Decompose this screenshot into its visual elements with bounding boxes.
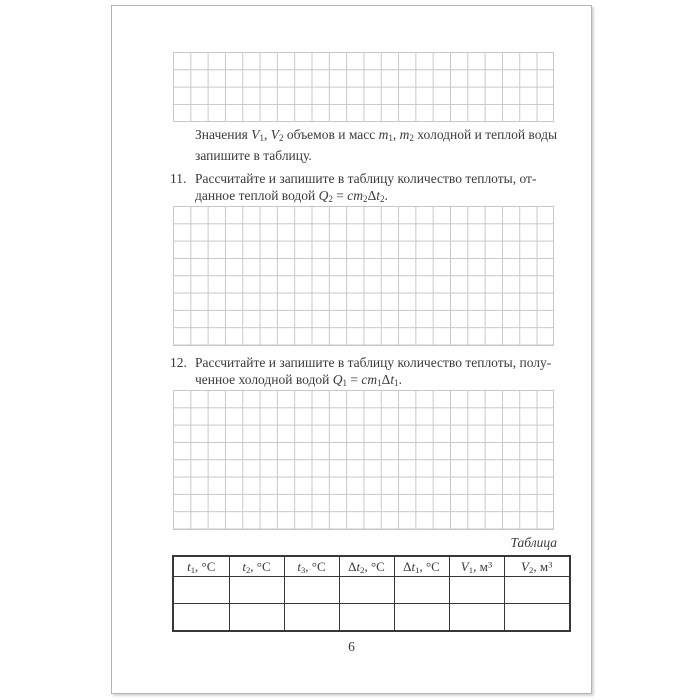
table-empty-cell [173, 577, 229, 604]
task-11-line-2: данное теплой водой Q2 = cm2Δt2. [195, 188, 388, 204]
table-header-row [173, 556, 570, 577]
task-11-text: Рассчитайте и запишите в таблицу количество теплоты, от- [195, 171, 537, 186]
task-item-12 [170, 354, 551, 392]
table-header-dt2: Δt2, °C [339, 556, 394, 577]
table-empty-cell [504, 577, 570, 604]
graph-grid-area-2 [173, 206, 554, 346]
workbook-page [111, 5, 592, 694]
table-empty-cell [284, 604, 339, 632]
table-header-t1: t1, °C [173, 556, 229, 577]
task-item-11 [170, 170, 536, 208]
table-empty-row [173, 577, 570, 604]
intro-line-1: Значения V1, V2 объемов и масс m1, m2 холодной и теплой воды [195, 127, 558, 143]
table-empty-cell [284, 577, 339, 604]
task-12-line-1 [170, 354, 551, 371]
task-12-number: 12. [170, 355, 187, 370]
task-11-number: 11. [170, 171, 187, 186]
table-header-t2: t2, °C [229, 556, 284, 577]
table-header-v2: V2, $м^3$ [504, 556, 570, 577]
table-empty-cell [449, 604, 504, 632]
task-12-text: Рассчитайте и запишите в таблицу количество теплоты, полу- [195, 355, 552, 370]
table-empty-cell [229, 577, 284, 604]
table-header-dt1: Δt1, °C [394, 556, 449, 577]
table-empty-cell [339, 577, 394, 604]
table-caption: Таблица [510, 535, 557, 550]
intro-paragraph [195, 126, 557, 164]
table-empty-cell [394, 577, 449, 604]
table-empty-cell [504, 604, 570, 632]
table-empty-cell [394, 604, 449, 632]
table-empty-cell [229, 604, 284, 632]
intro-line-2: запишите в таблицу. [195, 147, 312, 163]
task-12-line-2: ченное холодной водой Q1 = cm1Δt1. [195, 372, 402, 388]
table-empty-row [173, 604, 570, 632]
table-empty-cell [173, 604, 229, 632]
page-number: 6 [348, 639, 355, 654]
table-header-t3: t3, °C [284, 556, 339, 577]
table-empty-cell [449, 577, 504, 604]
table-header-v1: V1, $м^3$ [449, 556, 504, 577]
graph-grid-area-3 [173, 390, 554, 530]
graph-grid-area-1 [173, 52, 554, 122]
table-empty-cell [339, 604, 394, 632]
measurement-table [172, 555, 571, 632]
task-11-line-1 [170, 170, 536, 187]
